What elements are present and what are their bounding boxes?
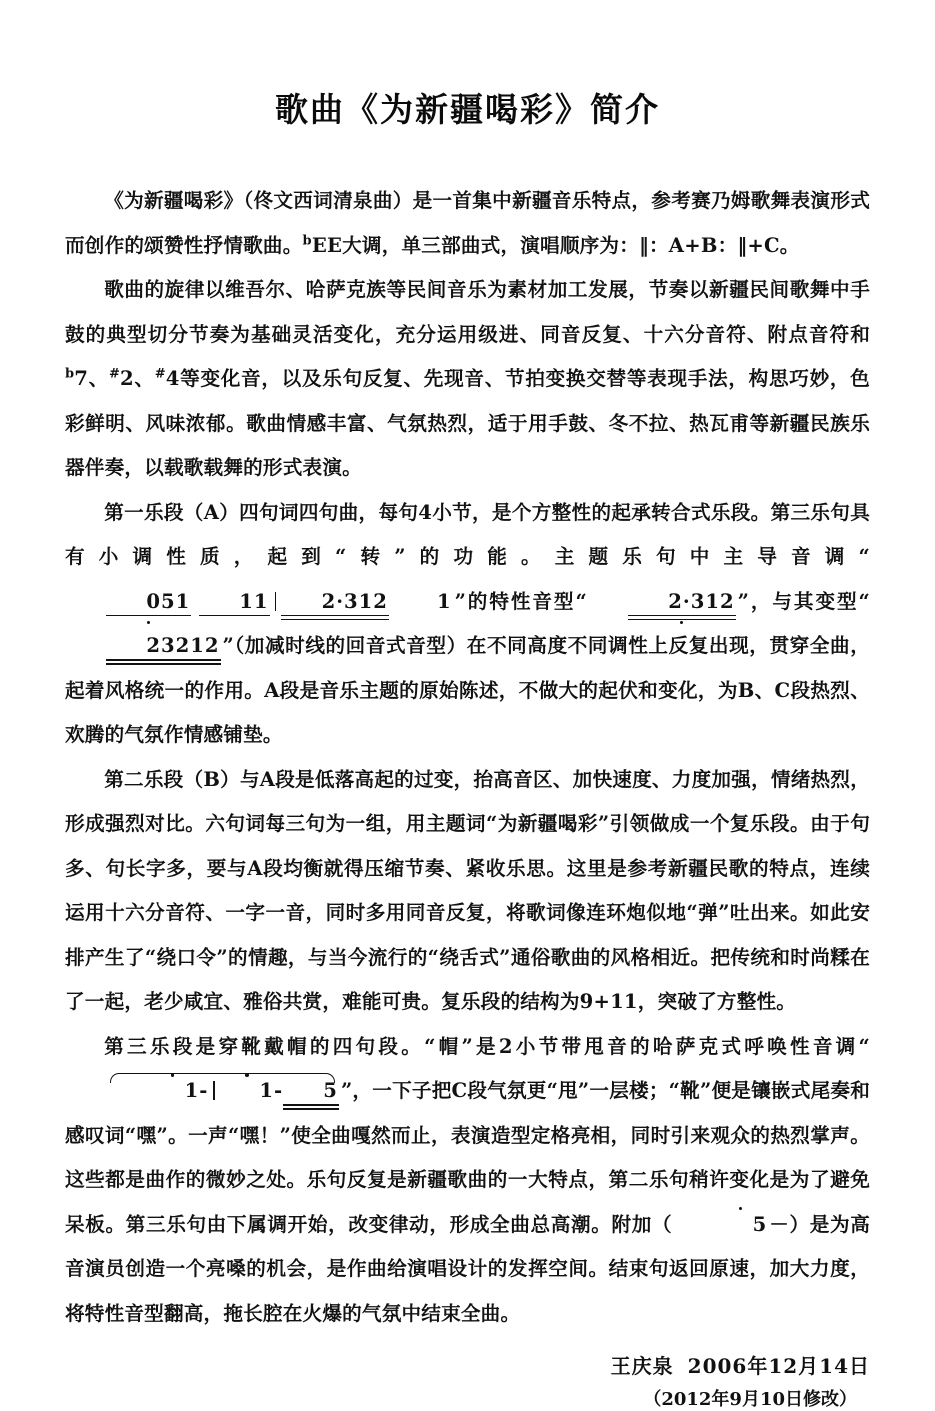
paragraph-3 <box>65 491 870 758</box>
jianpu-motif-characteristic <box>587 589 738 613</box>
sharp-accidental-icon: # <box>108 366 121 382</box>
paragraph-5-text-a: 第三乐段是穿靴戴帽的四句段。“帽”是2小节带甩音的哈萨克式呼唤性音调“ <box>104 1034 870 1058</box>
document-page <box>0 22 935 1411</box>
paragraph-2-text-a: 歌曲的旋律以维吾尔、哈萨克族等民间音乐为素材加工发展，节奏以新疆民间歌舞中手鼓的典型切分节奏为基础灵活变化，充分运用级进、同音反复、十六分音符、附点音符和 <box>65 278 870 346</box>
article-body <box>65 153 870 1336</box>
paragraph-3-text-d: ”（加减时线的回音式音型）在不同高度不同调性上反复出现，贯穿全曲，起着风格统一的作用。A段是音乐主题的原始陈述，不做大的起伏和变化，为B、C段热烈、欢腾的气氛作情感铺垫。 <box>65 634 870 747</box>
jianpu-call-figure <box>65 1072 341 1101</box>
paragraph-1-text-c: ：A+B： <box>649 233 738 257</box>
author-name: 王庆泉 <box>610 1354 674 1379</box>
jianpu-slur-wrap <box>106 1072 339 1101</box>
paragraph-1-text-a: 《为新疆喝彩》（佟文西词清泉曲）是一首集中新疆音乐特点，参考赛乃姆歌舞表演形式而创作的颂赞性抒情歌曲。 <box>65 189 870 257</box>
jianpu-barline-icon <box>213 1081 215 1100</box>
paragraph-2-text-b: 7、 <box>74 367 109 391</box>
jianpu-note-high-1: 1 <box>145 1081 199 1101</box>
jianpu-group-variant: 23212 <box>106 636 220 656</box>
jianpu-added-note <box>672 1212 769 1236</box>
paragraph-3-text-a: 第一乐段（A）四句词四句曲，每句4小节，是个方整性的起承转合式乐段。第三乐句具有小调性质，起到“转”的功能。主题乐句中主导音调“ <box>65 500 870 569</box>
jianpu-note-high-5: 5 <box>713 1215 767 1235</box>
jianpu-note-high-2: 1 <box>220 1081 274 1101</box>
jianpu-note-1: 1 <box>436 589 452 613</box>
key-letter: E <box>311 233 327 257</box>
signature-block <box>65 1336 870 1379</box>
paragraph-2-text-d: 4等变化音，以及乐句反复、先现音、节拍变换交替等表现手法，构思巧妙，色彩鲜明、风味浓郁。歌曲情感丰富、气氛热烈，适于用手鼓、冬不拉、热瓦甫等新疆民族乐器伴奏，以载歌载舞的形式表演。 <box>65 367 870 480</box>
paragraph-3-text-b: ”的特性音型“ <box>454 589 587 613</box>
jianpu-motif-main <box>65 589 455 613</box>
revision-note: （2012年9月10日修改） <box>643 1389 857 1411</box>
jianpu-motif-variant <box>65 636 223 656</box>
paragraph-4: 第二乐段（B）与A段是低落高起的过变，抬高音区、加快速度、力度加强，情绪热烈，形成强烈对比。六句词每三句为一组，用主题词“为新疆喝彩”引领做成一个复乐段。由于句多、句长字多，要与A段均衡就得压缩节奏、紧收乐思。这里是参考新疆民歌的特点，连续运用十六分音符、一字一音，同时多用同音反复，将歌词像连环炮似地“弹”吐出来。如此安排产生了“绕口令”的情趣，与当今流行的“绕舌式”通俗歌曲的风格相近。把传统和时尚糅在了一起，老少咸宜、雅俗共赏，难能可贵。复乐段的结构为9+11，突破了方整性。 <box>65 767 870 1014</box>
jianpu-dash-1: - <box>199 1079 209 1103</box>
paragraph-2 <box>65 268 870 491</box>
jianpu-barline-icon <box>275 592 277 611</box>
jianpu-group-11: 11 <box>199 592 269 612</box>
paragraph-1-text-d: +C。 <box>747 233 800 257</box>
repeat-barline-close-icon: ‖ <box>737 233 748 257</box>
paragraph-5-text-b: ”，一下子把C段气氛更“甩”一层楼；“靴”便是镶嵌式尾奏和感叹词“嘿”。一声“嘿！”使全曲嘎然而止，表演造型定格亮相，同时引来观众的热烈掌声。这些都是曲作的微妙之处。乐句反复是新疆歌曲的一大特点，第二乐句稍许变化是为了避免呆板。第三乐句由下属调开始，改变律动，形成全曲总高潮。附加（ <box>65 1079 870 1236</box>
flat-accidental-icon: b <box>65 366 75 382</box>
repeat-barline-open-icon: ‖ <box>639 233 650 257</box>
paragraph-2-text-c: 2、 <box>120 367 155 391</box>
jianpu-group-051: 051 <box>106 592 191 612</box>
jianpu-group-2-312: 2·312 <box>281 592 389 612</box>
jianpu-group-characteristic: 2·312 <box>628 592 736 612</box>
jianpu-dash-2: - <box>273 1079 284 1103</box>
paragraph-5-text-c: －）是为高音演员创造一个亮嗓的机会，是作曲给演唱设计的发挥空间。结束句返回原速，加大力度，将特性音型翻高，拖长腔在火爆的气氛中结束全曲。 <box>65 1212 871 1325</box>
paragraph-5 <box>65 1025 870 1337</box>
paragraph-3-text-c: ”，与其变型“ <box>737 589 870 613</box>
signature-date: 2006年12月14日 <box>687 1354 870 1379</box>
paragraph-1 <box>65 179 870 268</box>
flat-accidental-icon: b <box>302 233 312 249</box>
sharp-accidental-icon: # <box>154 366 166 382</box>
jianpu-note-5: 5 <box>283 1081 339 1101</box>
page-title: 歌曲《为新疆喝彩》简介 <box>275 90 660 130</box>
paragraph-1-text-b: E大调，单三部曲式，演唱顺序为： <box>326 233 640 257</box>
